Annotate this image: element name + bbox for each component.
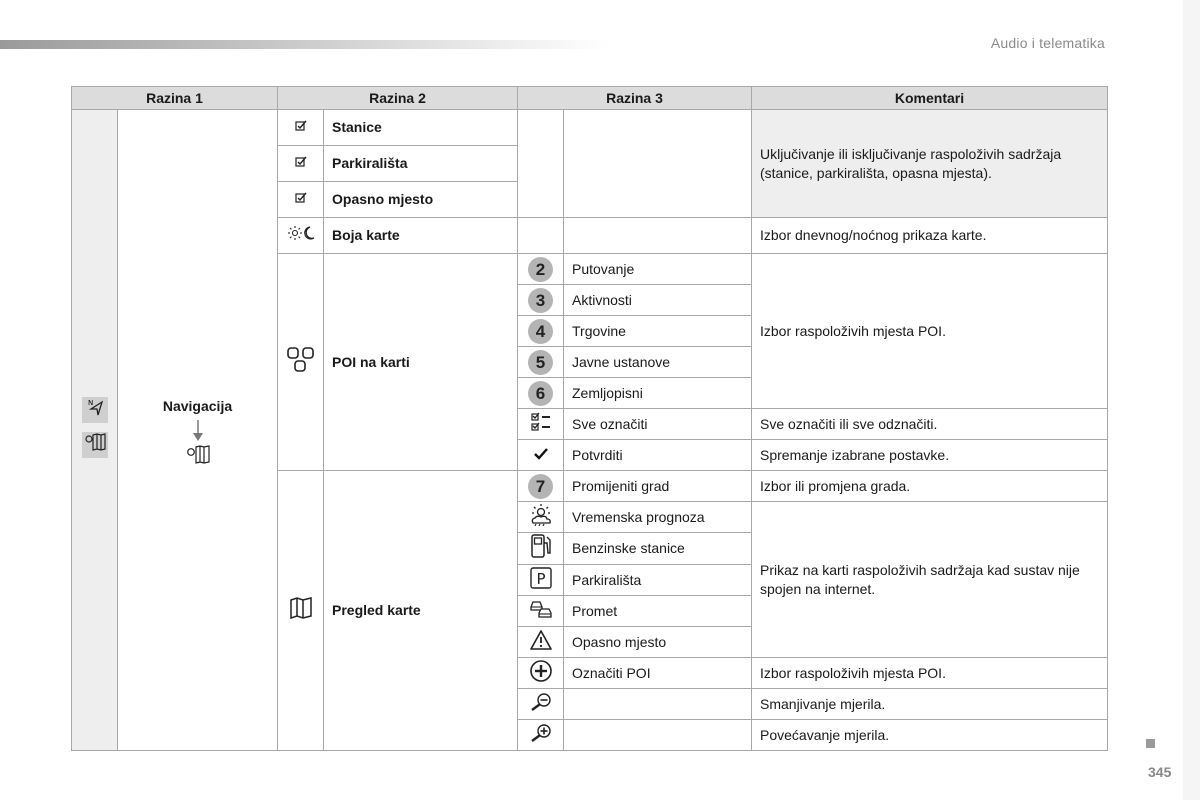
level3-aktivnosti: Aktivnosti — [564, 285, 752, 316]
level3-promet: Promet — [564, 596, 752, 627]
section-title: Audio i telematika — [990, 35, 1105, 51]
map-settings-icon — [185, 444, 211, 464]
level1-icon-cell — [72, 110, 118, 751]
empty-cell — [518, 110, 564, 218]
comment-smanjivanje: Smanjivanje mjerila. — [752, 689, 1108, 720]
header-gradient-bar — [0, 40, 610, 49]
level1-label: Navigacija — [162, 397, 233, 414]
level2-opasno-mjesto: Opasno mjesto — [324, 182, 518, 218]
level3-vremenska-prognoza: Vremenska prognoza — [564, 502, 752, 533]
warning-triangle-icon — [518, 627, 564, 658]
map-settings-icon — [82, 432, 108, 458]
header-razina-3: Razina 3 — [518, 87, 752, 110]
comment-pregled-items: Prikaz na karti raspoloživih sadržaja kad sustav nije spojen na internet. — [752, 502, 1108, 658]
comment-boja-karte: Izbor dnevnog/noćnog prikaza karte. — [752, 218, 1108, 254]
map-icon — [278, 471, 324, 751]
comment-group1: Uključivanje ili isključivanje raspoloživih sadržaja (stanice, parkirališta, opasna mjesta). — [752, 110, 1108, 218]
comment-povecavanje: Povećavanje mjerila. — [752, 720, 1108, 751]
menu-table — [71, 86, 1108, 751]
level3-parkiralista: Parkirališta — [564, 565, 752, 596]
fuel-pump-icon — [518, 533, 564, 565]
header-razina-1: Razina 1 — [72, 87, 278, 110]
level2-boja-karte: Boja karte — [324, 218, 518, 254]
checkbox-icon — [278, 182, 324, 218]
level3-putovanje: Putovanje — [564, 254, 752, 285]
empty-cell — [564, 110, 752, 218]
level2-poi-na-karti: POI na karti — [324, 254, 518, 471]
level3-opasno-mjesto: Opasno mjesto — [564, 627, 752, 658]
level3-trgovine: Trgovine — [564, 316, 752, 347]
comment-promijeniti-grad: Izbor ili promjena grada. — [752, 471, 1108, 502]
comment-oznaciti-poi: Izbor raspoloživih mjesta POI. — [752, 658, 1108, 689]
table-row — [72, 110, 1108, 146]
table-header-row — [72, 87, 1108, 110]
navigation-arrow-icon — [82, 397, 108, 423]
number-badge: 7 — [528, 474, 553, 499]
arrow-down-icon — [192, 420, 204, 442]
level3-javne-ustanove: Javne ustanove — [564, 347, 752, 378]
page-number: 345 — [1148, 764, 1172, 780]
level2-parkiralista: Parkirališta — [324, 146, 518, 182]
level3-empty — [564, 720, 752, 751]
page-marker — [1146, 739, 1155, 748]
level3-promijeniti-grad: Promijeniti grad — [564, 471, 752, 502]
select-all-icon — [518, 409, 564, 440]
day-night-icon — [278, 218, 324, 254]
comment-potvrditi: Spremanje izabrane postavke. — [752, 440, 1108, 471]
number-badge: 4 — [528, 319, 553, 344]
level3-empty — [564, 689, 752, 720]
number-badge: 2 — [528, 257, 553, 282]
number-badge: 5 — [528, 350, 553, 375]
header-razina-2: Razina 2 — [278, 87, 518, 110]
svg-text:N: N — [87, 398, 93, 407]
svg-text:P: P — [535, 569, 546, 588]
parking-icon — [518, 565, 564, 596]
empty-cell — [564, 218, 752, 254]
level3-potvrditi: Potvrditi — [564, 440, 752, 471]
level3-sve-oznaciti: Sve označiti — [564, 409, 752, 440]
weather-icon — [518, 502, 564, 533]
empty-cell — [518, 218, 564, 254]
checkbox-icon — [278, 146, 324, 182]
level3-zemljopisni: Zemljopisni — [564, 378, 752, 409]
level2-stanice: Stanice — [324, 110, 518, 146]
page-edge — [1183, 0, 1200, 800]
number-badge: 3 — [528, 288, 553, 313]
plus-circle-icon — [518, 658, 564, 689]
level3-benzinske-stanice: Benzinske stanice — [564, 533, 752, 565]
zoom-out-icon — [518, 689, 564, 720]
level3-oznaciti-poi: Označiti POI — [564, 658, 752, 689]
checkmark-icon — [518, 440, 564, 471]
zoom-in-icon — [518, 720, 564, 751]
level1-navigation-cell — [118, 110, 278, 751]
traffic-icon — [518, 596, 564, 627]
checkbox-icon — [278, 110, 324, 146]
poi-icon — [278, 254, 324, 471]
comment-poi-items: Izbor raspoloživih mjesta POI. — [752, 254, 1108, 409]
number-badge: 6 — [528, 381, 553, 406]
header-komentari: Komentari — [752, 87, 1108, 110]
comment-sve-oznaciti: Sve označiti ili sve odznačiti. — [752, 409, 1108, 440]
level2-pregled-karte: Pregled karte — [324, 471, 518, 751]
